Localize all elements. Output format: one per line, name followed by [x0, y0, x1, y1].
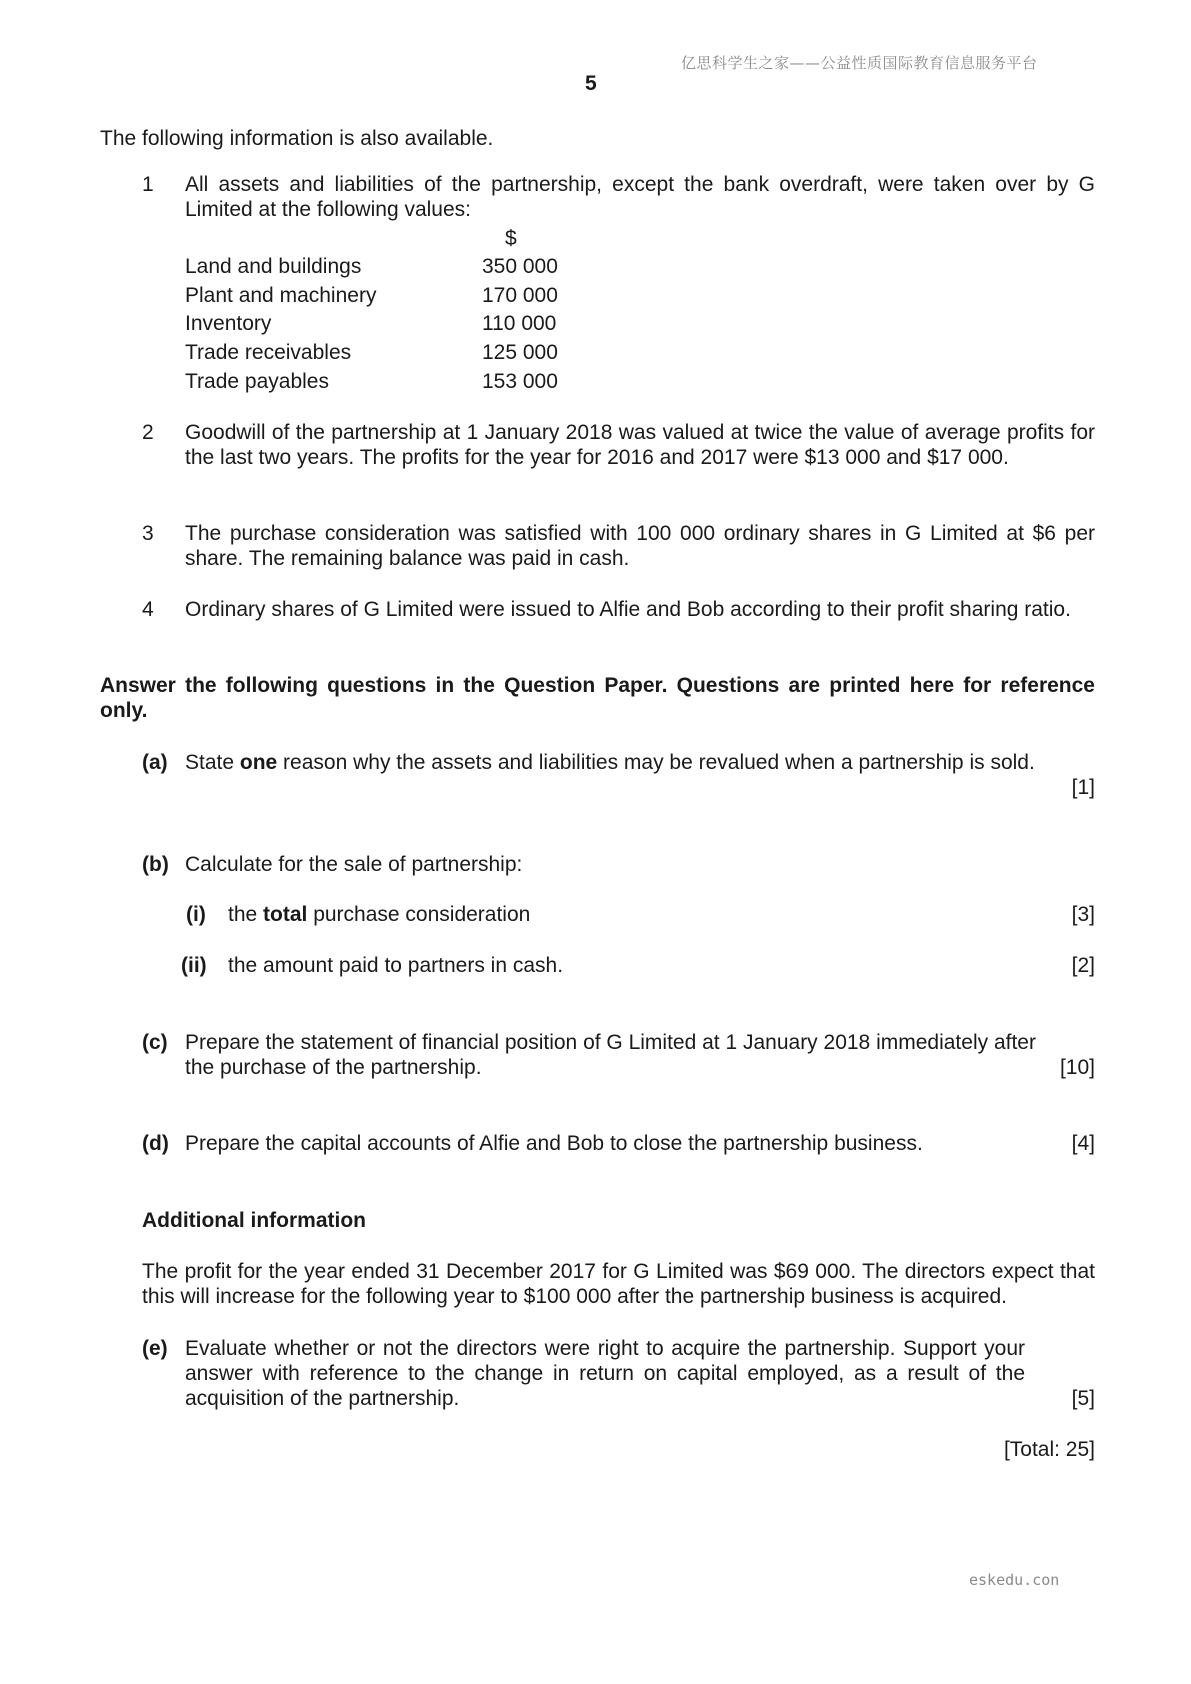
marks: [1]: [1071, 776, 1095, 799]
marks: [3]: [1071, 903, 1095, 926]
subquestion-label: (i): [186, 903, 206, 926]
page-number: 5: [585, 72, 597, 95]
question-text: Prepare the capital accounts of Alfie and Bob to close the partnership business.: [185, 1132, 923, 1155]
question-text: Prepare the statement of financial position of G Limited at 1 January 2018 immediately after: [185, 1031, 1036, 1054]
marks: [2]: [1071, 954, 1095, 977]
question-a-text: [185, 750, 1035, 775]
subquestion-i-text: [228, 902, 530, 927]
question-text: the amount paid to partners in cash.: [228, 954, 564, 977]
item-number: 4: [142, 598, 154, 621]
footer-watermark: eskedu.con: [969, 1571, 1060, 1589]
question-text: Evaluate whether or not the directors were right to acquire the partnership. Support your answer with reference to the change in return on capital employed, as a result of the acquisition of the partnership.: [185, 1337, 1025, 1410]
question-label: (a): [142, 751, 168, 774]
question-text: purchase consideration: [307, 903, 531, 926]
item-text: Goodwill of the partnership at 1 January 2018 was valued at twice the value of average profits for the last two years. The profits for the year for 2016 and 2017 were $13 000 and $17 000.: [185, 421, 1095, 469]
question-text: reason why the assets and liabilities may be revalued when a partnership is sold.: [277, 751, 1035, 774]
table-row-label: Land and buildings: [185, 255, 362, 278]
instruction-text: Answer the following questions in the Question Paper. Questions are printed here for reference only.: [100, 674, 1095, 722]
table-row-label: Plant and machinery: [185, 284, 377, 307]
question-label: (c): [142, 1031, 168, 1054]
item-text: All assets and liabilities of the partnership, except the bank overdraft, were taken over by G Limited at the following values:: [185, 173, 1095, 221]
item-text: Ordinary shares of G Limited were issued to Alfie and Bob according to their profit sharing ratio.: [185, 598, 1071, 621]
table-row-value: 110 000: [482, 312, 557, 335]
emphasis-text: total: [263, 903, 308, 926]
question-text: State: [185, 751, 240, 774]
question-label: (d): [142, 1132, 169, 1155]
marks: [5]: [1071, 1387, 1095, 1410]
header-watermark: 亿思科学生之家——公益性质国际教育信息服务平台: [681, 54, 1038, 72]
currency-header: $: [505, 227, 517, 250]
emphasis-text: one: [239, 751, 278, 774]
table-row-label: Trade receivables: [185, 341, 352, 364]
marks: [10]: [1059, 1056, 1095, 1079]
intro-text: The following information is also available.: [100, 127, 494, 150]
question-text: Calculate for the sale of partnership:: [185, 853, 523, 876]
item-text: The purchase consideration was satisfied with 100 000 ordinary shares in G Limited at $6 per share. The remaining balance was paid in cash.: [185, 522, 1095, 570]
table-row-value: 350 000: [482, 255, 558, 278]
question-text: the purchase of the partnership.: [185, 1056, 482, 1079]
table-row-label: Trade payables: [185, 370, 329, 393]
table-row-value: 125 000: [482, 341, 558, 364]
item-number: 3: [142, 522, 154, 545]
question-label: (b): [142, 853, 169, 876]
section-heading: Additional information: [142, 1209, 366, 1232]
question-text: the: [228, 903, 264, 926]
table-row-value: 153 000: [482, 370, 558, 393]
marks: [4]: [1071, 1132, 1095, 1155]
additional-text: The profit for the year ended 31 December 2017 for G Limited was $69 000. The directors expect that this will increase for the following year to $100 000 after the partnership business is acquired.: [142, 1260, 1095, 1308]
item-number: 2: [142, 421, 154, 444]
total-marks: [Total: 25]: [1003, 1438, 1095, 1461]
table-row-label: Inventory: [185, 312, 272, 335]
subquestion-label: (ii): [181, 954, 207, 977]
table-row-value: 170 000: [482, 284, 558, 307]
item-number: 1: [142, 173, 154, 196]
question-label: (e): [142, 1337, 168, 1360]
